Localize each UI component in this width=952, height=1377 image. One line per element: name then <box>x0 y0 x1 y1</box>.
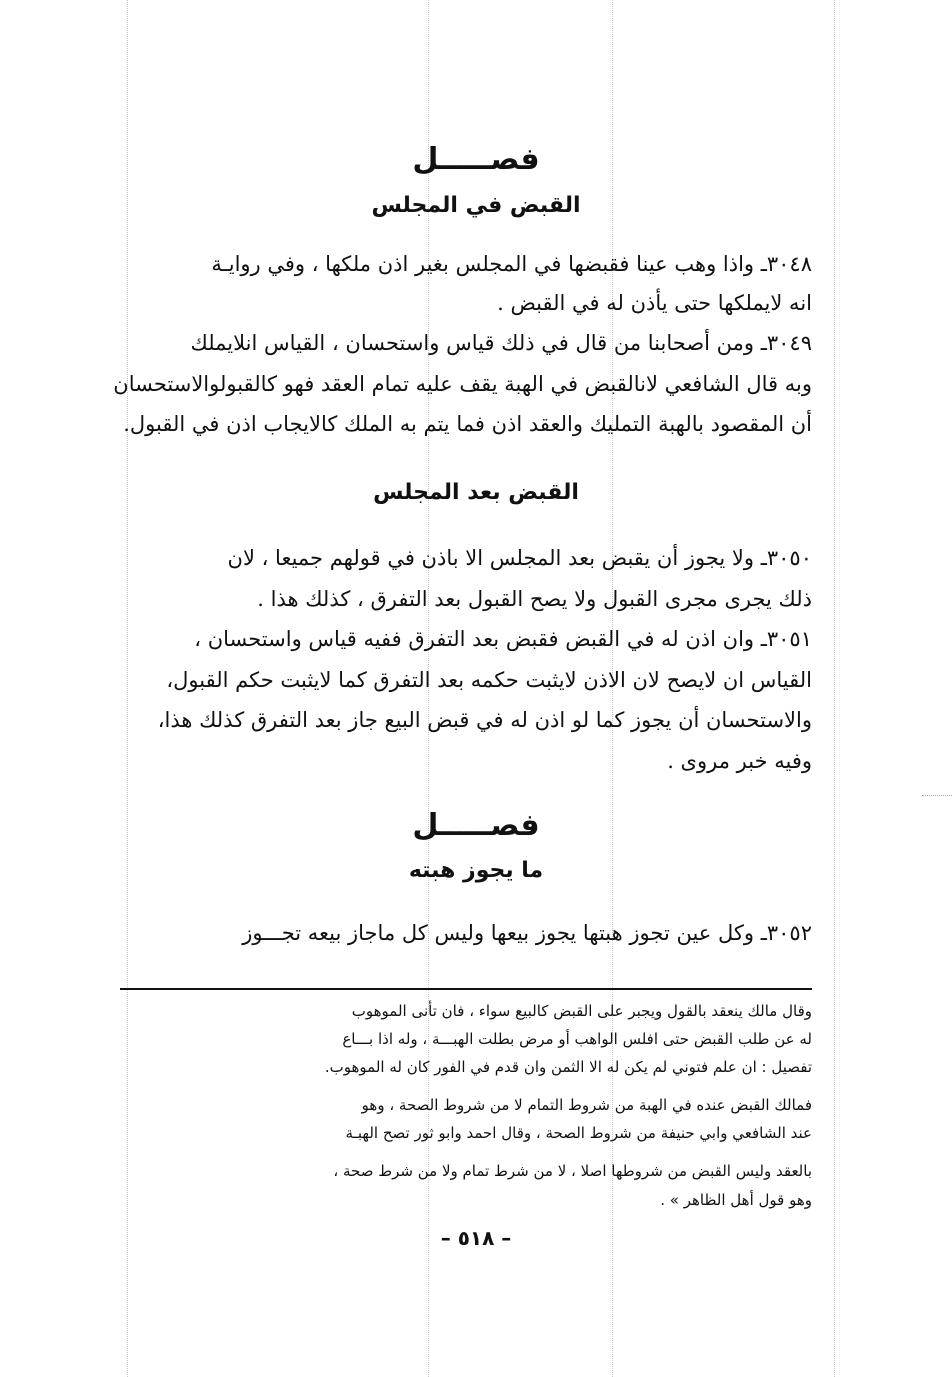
paragraph-line: أن المقصود بالهبة التمليك والعقد اذن فما يتم به الملك كالايجاب اذن في القبول. <box>123 412 812 436</box>
section-heading: فصـــــل <box>412 808 540 843</box>
paragraph-line: ٣٠٤٩ـ ومن أصحابنا من قال في ذلك قياس واستحسان ، القياس انلايملك <box>190 331 812 355</box>
paragraph-line: والاستحسان أن يجوز كما لو اذن له في قبض البيع جاز بعد التفرق كذلك هذا، <box>157 708 812 732</box>
scan-margin-mark <box>922 795 952 796</box>
paragraph-line: ٣٠٥٢ـ وكل عين تجوز هبتها يجوز بيعها وليس كل ماجاز بيعه تجـــوز <box>242 921 812 945</box>
paragraph-line: ذلك يجرى مجرى القبول ولا يصح القبول بعد التفرق ، كذلك هذا . <box>257 587 812 611</box>
footnote-line: له عن طلب القبض حتى افلس الواهب أو مرض بطلت الهبـــة ، وله اذا بـــاع <box>342 1030 812 1048</box>
paragraph-line: وفيه خبر مروى . <box>667 749 812 773</box>
page-number: – ٥١٨ – <box>440 1226 512 1250</box>
paragraph-line: ٣٠٥١ـ وان اذن له في القبض فقبض بعد التفرق ففيه قياس واستحسان ، <box>194 627 812 651</box>
section-heading: فصـــــل <box>412 142 540 177</box>
footnote-line: تفصيل : ان علم فتوني لم يكن له الا الثمن وان قدم في الفور كان له الموهوب. <box>324 1058 812 1076</box>
footnote-separator <box>120 988 812 990</box>
section-subheading: ما يجوز هبته <box>408 858 544 883</box>
paragraph-line: القياس ان لايصح لان الاذن لايثبت حكمه بعد التفرق كما لايثبت حكم القبول، <box>166 668 812 692</box>
footnote-line: وهو قول أهل الظاهر » . <box>660 1191 812 1209</box>
paragraph-line: انه لايملكها حتى يأذن له في القبض . <box>497 291 812 315</box>
footnote-line: فمالك القبض عنده في الهبة من شروط التمام لا من شروط الصحة ، وهو <box>361 1096 812 1114</box>
section-subheading: القبض في المجلس <box>371 193 581 218</box>
subsection-heading: القبض بعد المجلس <box>373 480 579 505</box>
footnote-line: بالعقد وليس القبض من شروطها اصلا ، لا من شرط تمام ولا من شرط صحة ، <box>333 1162 812 1180</box>
paragraph-line: ٣٠٤٨ـ واذا وهب عينا فقبضها في المجلس بغير اذن ملكها ، وفي روايـة <box>211 252 812 276</box>
footnote-line: عند الشافعي وابي حنيفة من شروط الصحة ، وقال احمد وابو ثور تصح الهبـة <box>345 1124 812 1142</box>
footnote-line: وقال مالك ينعقد بالقول ويجبر على القبض كالبيع سواء ، فان تأنى الموهوب <box>351 1002 812 1020</box>
paragraph-line: وبه قال الشافعي لانالقبض في الهبة يقف عليه تمام العقد فهو كالقبولوالاستحسان <box>113 372 812 396</box>
paragraph-line: ٣٠٥٠ـ ولا يجوز أن يقبض بعد المجلس الا باذن في قولهم جميعا ، لان <box>227 546 812 570</box>
